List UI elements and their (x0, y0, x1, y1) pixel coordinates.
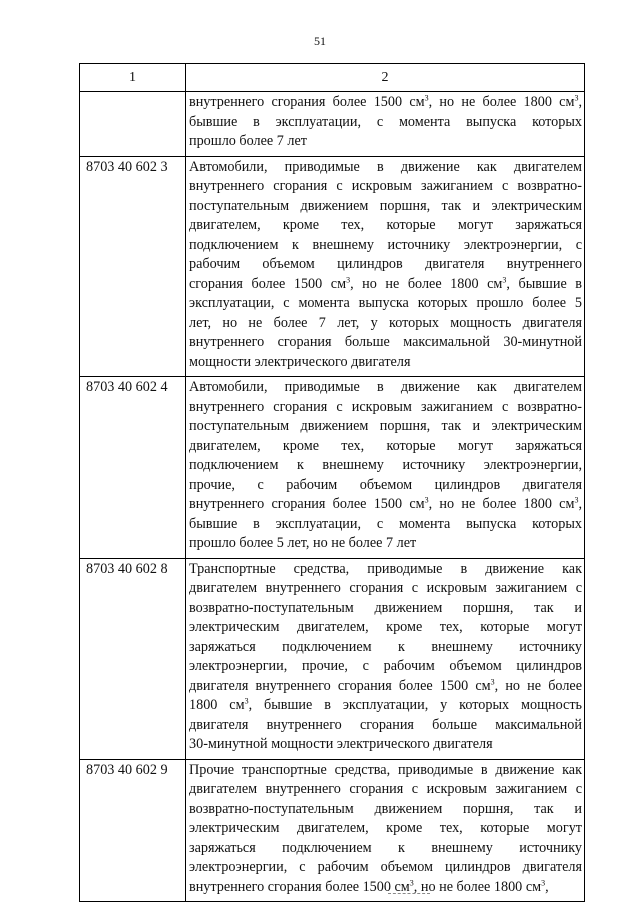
description-text: , бывшие в эксплуатации, у которых мощность (248, 697, 582, 713)
tariff-code-cell (80, 92, 186, 157)
description-cell (186, 377, 585, 559)
description-text: внутреннего сгорания с искровым зажиганием с возвратно- (189, 178, 582, 194)
description-line (189, 696, 582, 716)
description-line (189, 858, 582, 878)
description-line (189, 275, 582, 295)
description-text: электроэнергии, с рабочим объемом цилиндров двигателя (189, 859, 582, 875)
superscript-exponent: 3 (346, 274, 351, 284)
table-row (80, 92, 585, 157)
description-line (189, 417, 582, 437)
column-header-code: 1 (80, 64, 186, 92)
description-line (189, 132, 582, 152)
description-cell (186, 92, 585, 157)
description-line (189, 819, 582, 839)
superscript-exponent: 3 (424, 93, 429, 103)
description-text: Автомобили, приводимые в движение как двигателем (189, 379, 582, 395)
description-text: возвратно-поступательным движением поршня, так и (189, 800, 582, 817)
scan-artifact-line (388, 893, 430, 895)
description-line (189, 716, 582, 736)
description-line (189, 93, 582, 113)
description-text: заряжаться подключением к внешнему источнику (189, 839, 582, 856)
description-line (189, 495, 582, 515)
description-text: , бывшие в (506, 275, 582, 292)
superscript-exponent: 3 (424, 495, 429, 505)
table-row (80, 558, 585, 759)
description-line (189, 216, 582, 236)
description-text: заряжаться подключением к внешнему источнику (189, 638, 582, 655)
description-line (189, 618, 582, 638)
superscript-exponent: 3 (574, 495, 579, 505)
description-text: эксплуатации, с момента выпуска которых прошло более 5 (189, 295, 582, 311)
description-text: внутреннего сгорания более 1500 см (189, 496, 425, 512)
tariff-code-cell: 8703 40 602 3 (80, 156, 186, 377)
description-line (189, 515, 582, 535)
description-text: мощности электрического двигателя (189, 353, 411, 370)
column-header-description: 2 (186, 64, 585, 92)
description-line (189, 158, 582, 178)
description-line (189, 197, 582, 217)
table-header-row (80, 64, 585, 92)
description-text: , но не более 1800 см (350, 275, 503, 292)
description-text: , но не более (494, 677, 582, 694)
description-cell (186, 156, 585, 377)
description-text: прошло более 5 лет, но не более 7 лет (189, 535, 417, 551)
description-line (189, 761, 582, 781)
description-line (189, 579, 582, 599)
description-line (189, 398, 582, 418)
description-text: двигателем внутреннего сгорания с искровым зажиганием с (189, 781, 582, 797)
description-text: , но не более 1800 см (428, 496, 575, 512)
description-text: 30-минутной мощности электрического двигателя (189, 736, 493, 752)
description-line (189, 476, 582, 496)
description-text: поступательным движением поршня, так и электрическим (189, 197, 582, 214)
description-line (189, 677, 582, 697)
superscript-exponent: 3 (244, 696, 249, 706)
description-text: 1800 см (189, 697, 245, 713)
description-text: прочие, с рабочим объемом цилиндров двигателя (189, 476, 582, 493)
description-text: , (578, 94, 582, 110)
description-line (189, 638, 582, 658)
description-text: возвратно-поступательным движением поршня, так и (189, 599, 582, 616)
superscript-exponent: 3 (409, 877, 414, 887)
tariff-code-cell: 8703 40 602 4 (80, 377, 186, 559)
description-line (189, 294, 582, 314)
description-line (189, 800, 582, 820)
description-line (189, 353, 582, 373)
description-line (189, 560, 582, 580)
description-text: поступательным движением поршня, так и электрическим (189, 418, 582, 434)
tariff-code-cell: 8703 40 602 9 (80, 759, 186, 902)
description-line (189, 236, 582, 256)
description-text: прошло более 7 лет (189, 133, 307, 149)
description-text: Автомобили, приводимые в движение как двигателем (189, 158, 582, 175)
description-line (189, 735, 582, 755)
description-line (189, 878, 582, 898)
superscript-exponent: 3 (574, 93, 579, 103)
description-text: , (545, 878, 549, 895)
superscript-exponent: 3 (490, 676, 495, 686)
description-text: подключением к внешнему источнику электроэнергии, с (189, 236, 582, 253)
description-line (189, 534, 582, 554)
description-text: двигателем, кроме тех, которые могут заряжаться (189, 437, 582, 454)
description-text: двигателем, кроме тех, которые могут заряжаться (189, 217, 582, 233)
description-text: подключением к внешнему источнику электроэнергии, (189, 457, 582, 473)
description-line (189, 780, 582, 800)
description-text: , но не более 1800 см (413, 878, 542, 895)
tariff-code-table (79, 63, 585, 902)
description-line (189, 599, 582, 619)
table-row (80, 156, 585, 377)
description-text: двигателем внутреннего сгорания с искровым зажиганием с (189, 580, 582, 596)
description-text: Транспортные средства, приводимые в движение как (189, 560, 582, 577)
table-row (80, 377, 585, 559)
description-line (189, 839, 582, 859)
description-text: двигателя внутреннего сгорания более 1500 см (189, 677, 491, 694)
description-text: внутреннего сгорания с искровым зажиганием с возвратно- (189, 398, 582, 415)
description-text: бывшие в эксплуатации, с момента выпуска которых (189, 515, 582, 532)
tariff-code-cell: 8703 40 602 8 (80, 558, 186, 759)
description-line (189, 437, 582, 457)
superscript-exponent: 3 (541, 877, 546, 887)
description-text: внутреннего сгорания более 1500 см (189, 878, 410, 895)
table-row (80, 759, 585, 902)
description-text: сгорания более 1500 см (189, 275, 347, 292)
description-text: двигателя внутреннего сгорания больше максимальной (189, 716, 582, 733)
page-number: 51 (314, 34, 326, 48)
description-line (189, 314, 582, 334)
description-cell (186, 558, 585, 759)
description-line (189, 333, 582, 353)
description-text: электрическим двигателем, кроме тех, которые могут (189, 619, 582, 635)
description-cell (186, 759, 585, 902)
superscript-exponent: 3 (502, 274, 507, 284)
description-text: электрическим двигателем, кроме тех, которые могут (189, 820, 582, 836)
description-text: , но не более 1800 см (428, 94, 575, 110)
description-line (189, 456, 582, 476)
description-line (189, 177, 582, 197)
description-text: внутреннего сгорания больше максимальной 30-минутной (189, 334, 582, 350)
description-line (189, 378, 582, 398)
description-text: внутреннего сгорания более 1500 см (189, 94, 425, 110)
description-line (189, 255, 582, 275)
description-line (189, 657, 582, 677)
description-line (189, 113, 582, 133)
description-text: , (578, 496, 582, 512)
description-text: электроэнергии, прочие, с рабочим объемом цилиндров (189, 658, 582, 674)
description-text: Прочие транспортные средства, приводимые в движение как (189, 761, 582, 778)
description-text: лет, но не более 7 лет, у которых мощность двигателя (189, 314, 582, 331)
description-text: бывшие в эксплуатации, с момента выпуска которых (189, 113, 582, 130)
description-text: рабочим объемом цилиндров двигателя внутреннего (189, 256, 582, 272)
